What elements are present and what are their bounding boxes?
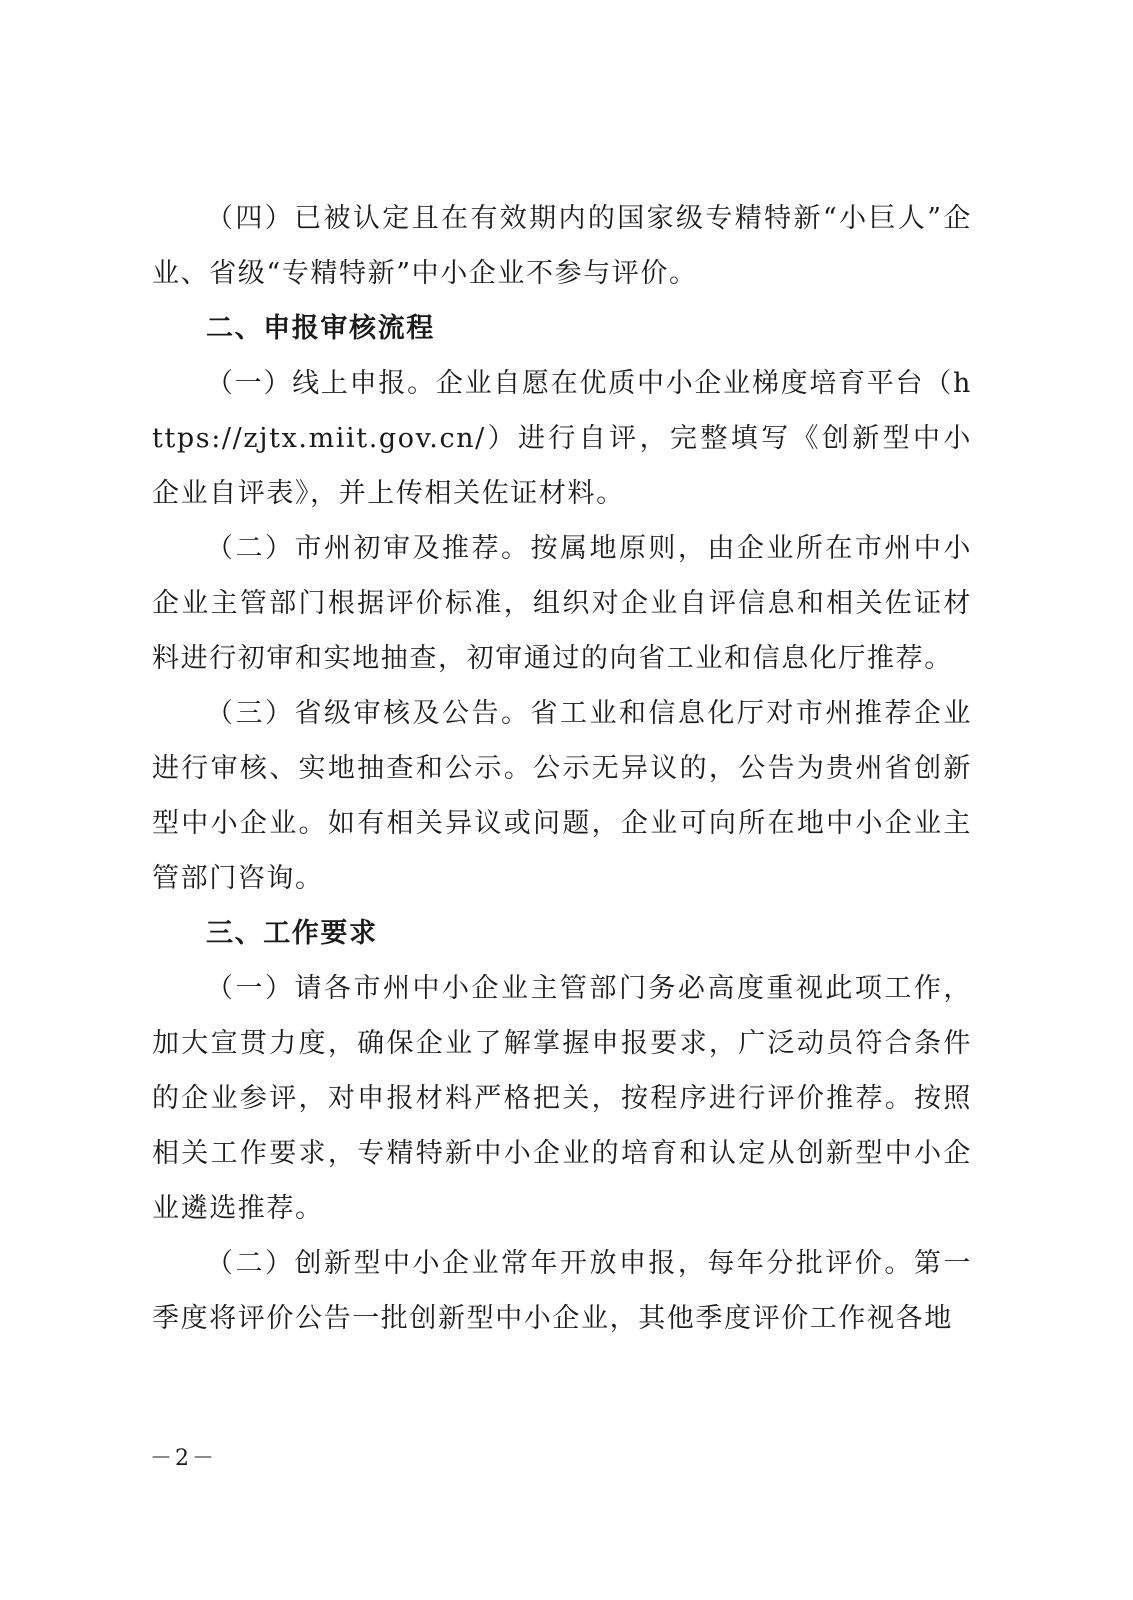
- section-heading-2: 二、申报审核流程: [206, 313, 435, 344]
- paragraph-work-requirement-2: （二）创新型中小企业常年开放申报，每年分批评价。第一季度将评价公告一批创新型中小企业，其他季度评价工作视各地: [152, 1248, 972, 1334]
- document-body: [152, 191, 972, 1346]
- paragraph-online-application: （一）线上申报。企业自愿在优质中小企业梯度培育平台（https://zjtx.miit.gov.cn/）进行自评，完整填写《创新型中小企业自评表》，并上传相关佐证材料。: [152, 368, 972, 509]
- paragraph-work-requirement-1: （一）请各市州中小企业主管部门务必高度重视此项工作，加大宣贯力度，确保企业了解掌握申报要求，广泛动员符合条件的企业参评，对申报材料严格把关，按程序进行评价推荐。按照相关工作要求，专精特新中小企业的培育和认定从创新型中小企业遴选推荐。: [152, 973, 972, 1224]
- paragraph-city-review: （二）市州初审及推荐。按属地原则，由企业所在市州中小企业主管部门根据评价标准，组织对企业自评信息和相关佐证材料进行初审和实地抽查，初审通过的向省工业和信息化厅推荐。: [152, 533, 972, 674]
- page-number: －2－: [150, 1446, 217, 1471]
- paragraph-item-4: （四）已被认定且在有效期内的国家级专精特新“小巨人”企业、省级“专精特新”中小企业不参与评价。: [152, 203, 972, 289]
- paragraph-province-review: （三）省级审核及公告。省工业和信息化厅对市州推荐企业进行审核、实地抽查和公示。公示无异议的，公告为贵州省创新型中小企业。如有相关异议或问题，企业可向所在地中小企业主管部门咨询。: [152, 698, 972, 894]
- section-heading-3: 三、工作要求: [206, 918, 378, 949]
